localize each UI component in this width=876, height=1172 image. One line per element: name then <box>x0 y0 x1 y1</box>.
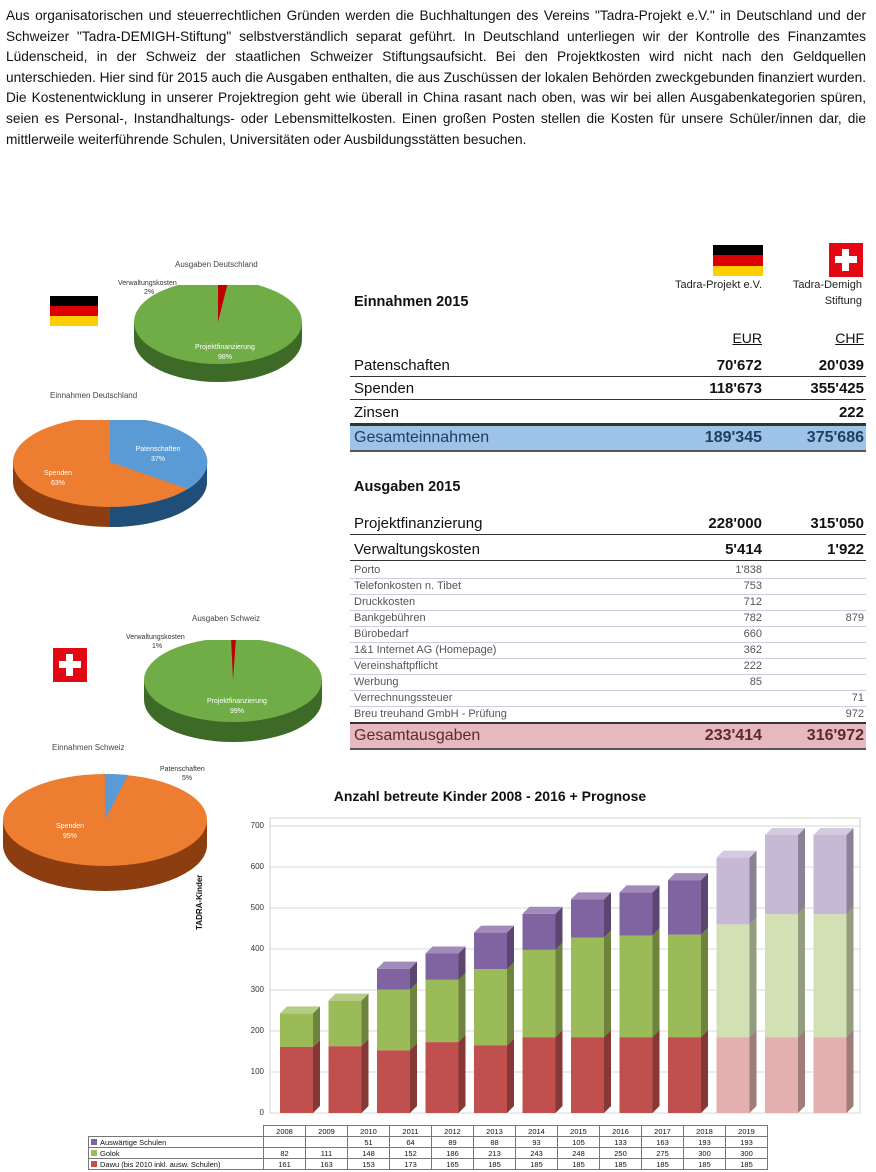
bar-segment-golok <box>717 917 757 1037</box>
expense_detail-value-de: 753 <box>743 580 762 592</box>
bar-segment-golok <box>571 931 611 1038</box>
expense_detail-value-de: 1'838 <box>735 564 762 576</box>
bar-segment-auswärtige <box>765 828 805 914</box>
currency-eur: EUR <box>732 330 762 346</box>
x-category-label: 2009 <box>306 1126 348 1137</box>
bar-segment-auswärtige <box>474 926 514 969</box>
intro-paragraph: Aus organisatorischen und steuerrechtlichen Gründen werden die Buchhaltungen des Vereins "Tadra-Projekt e.V." in Deutschland und der Schweizer "Tadra-DEMIGH-Stiftung" selbstverständlich separat geführt. In Deutschland unterliegen wir der Kontrolle des Finanzamtes Lüdenscheid, in der Schweiz der staatlichen Schweizer Stiftungsaufsicht. Bei den Projektkosten wird nicht nach den Geldquellen unterschieden. Hier sind für 2015 auch die Ausgaben enthalten, die aus Zuschüssen der lokalen Behörden zweckgebunden finanziert wurden. Die Kostenentwicklung in unserer Projektregion geht wie überall in China rasant nach oben, was wir bei allen Ausgabenkategorien spüren, seien es Personal-, Instandhaltungs- oder Lebensmittelkosten. Einen großen Posten stellen die Kosten für unsere Schüler/innen dar, die mittlerweile weiterführende Schulen, Universitäten oder Ausbildungsstätten besuchen. <box>6 8 866 147</box>
y-tick-label: 400 <box>250 944 264 953</box>
data-cell: 163 <box>642 1137 684 1148</box>
data-cell <box>306 1137 348 1148</box>
data-cell: 64 <box>390 1137 432 1148</box>
pie-ch-out-label: Projektfinanzierung 99% <box>207 698 267 715</box>
expense_main-label: Projektfinanzierung <box>354 514 483 532</box>
x-category-label: 2012 <box>432 1126 474 1137</box>
income-label: Spenden <box>354 379 415 397</box>
y-tick-label: 100 <box>250 1067 264 1076</box>
expense_detail-value-ch: 71 <box>851 692 864 704</box>
bar-segment-auswärtige <box>668 873 708 935</box>
data-cell: 89 <box>432 1137 474 1148</box>
bar-segment-dawu <box>765 1030 805 1113</box>
y-tick-label: 0 <box>259 1108 264 1117</box>
data-cell: 185 <box>642 1159 684 1170</box>
income-label: Patenschaften <box>354 356 450 374</box>
data-cell: 243 <box>516 1148 558 1159</box>
bar-segment-dawu <box>620 1030 660 1113</box>
legend-label: Golok <box>100 1148 120 1158</box>
bar-segment-golok <box>523 943 563 1037</box>
bar-segment-dawu <box>814 1030 854 1113</box>
expense_detail-value-de: 712 <box>743 596 762 608</box>
pie-de-out-admin-pct: 2% <box>144 289 155 296</box>
expense_detail-value-ch: 879 <box>845 612 864 624</box>
data-cell: 193 <box>684 1137 726 1148</box>
income-total-label: Gesamteinnahmen <box>354 429 490 446</box>
x-category-label: 2019 <box>726 1126 768 1137</box>
pie-title-ch-in: Einnahmen Schweiz <box>52 743 125 752</box>
series-legend <box>89 1137 264 1148</box>
pie-title-de-out: Ausgaben Deutschland <box>175 260 258 269</box>
bar-segment-dawu <box>571 1030 611 1113</box>
data-cell: 186 <box>432 1148 474 1159</box>
income-value-ch: 222 <box>838 403 864 421</box>
pie-de-in-spenden-label: Spenden 63% <box>43 470 73 487</box>
bar-segment-auswärtige <box>523 907 563 950</box>
expense_main-value-ch: 315'050 <box>810 514 864 532</box>
data-cell: 250 <box>600 1148 642 1159</box>
income-label: Zinsen <box>354 403 400 421</box>
x-category-label: 2017 <box>642 1126 684 1137</box>
income-title: Einnahmen 2015 <box>354 294 469 310</box>
data-cell: 152 <box>390 1148 432 1159</box>
pie-de-in-pat-label: Patenschaften 37% <box>135 446 181 463</box>
expense-total-label: Gesamtausgaben <box>354 727 481 744</box>
expense_detail-value-de: 362 <box>743 644 762 656</box>
y-tick-label: 200 <box>250 1026 264 1035</box>
expense_detail-label: Breu treuhand GmbH - Prüfung <box>354 708 507 720</box>
chart-ylabel: TADRA-Kinder <box>195 874 204 930</box>
bar-segment-golok <box>426 973 466 1042</box>
col-head-de: Tadra-Projekt e.V. <box>674 279 762 291</box>
legend-swatch <box>91 1139 97 1145</box>
expense_detail-value-ch: 972 <box>845 708 864 720</box>
bar-segment-golok <box>377 983 417 1051</box>
data-cell: 300 <box>726 1148 768 1159</box>
bar-segment-auswärtige <box>377 962 417 990</box>
y-tick-label: 700 <box>250 821 264 830</box>
bar-segment-auswärtige <box>620 885 660 935</box>
series-legend <box>89 1148 264 1159</box>
chart-title: Anzahl betreute Kinder 2008 - 2016 + Prognose <box>333 788 647 804</box>
data-cell: 105 <box>558 1137 600 1148</box>
pie-de-out-admin-label: Verwaltungskosten <box>118 280 177 287</box>
pie-ch-out-side-label: Verwaltungskosten 1% <box>126 634 185 650</box>
expense_detail-label: Porto <box>354 564 381 576</box>
pie-title-de-in: Einnahmen Deutschland <box>50 391 138 400</box>
expense_main-value-ch: 1'922 <box>827 540 864 558</box>
data-cell: 82 <box>264 1148 306 1159</box>
legend-swatch <box>91 1161 97 1167</box>
expense_detail-label: Vereinshaftpflicht <box>354 660 438 672</box>
data-cell: 148 <box>348 1148 390 1159</box>
data-cell: 185 <box>558 1159 600 1170</box>
pie-ch-in-spenden-label: Spenden 95% <box>55 823 85 840</box>
data-cell: 93 <box>516 1137 558 1148</box>
expense_detail-label: Druckkosten <box>354 596 416 608</box>
bar-segment-dawu <box>280 1040 320 1113</box>
expense_detail-label: Bürobedarf <box>354 628 409 640</box>
expense_detail-value-de: 782 <box>743 612 762 624</box>
data-cell: 185 <box>600 1159 642 1170</box>
data-cell: 165 <box>432 1159 474 1170</box>
x-category-label: 2014 <box>516 1126 558 1137</box>
bar-segment-auswärtige <box>717 851 757 925</box>
income-value-de: 118'673 <box>709 379 762 397</box>
x-category-label: 2015 <box>558 1126 600 1137</box>
expense-total-a: 233'414 <box>704 727 762 744</box>
expense-title: Ausgaben 2015 <box>354 479 461 495</box>
pie-de-out-label: Projektfinanzierung 98% <box>195 344 255 361</box>
data-cell: 275 <box>642 1148 684 1159</box>
bar-segment-dawu <box>474 1038 514 1113</box>
bar-segment-golok <box>329 994 369 1047</box>
income-value-ch: 355'425 <box>810 379 864 397</box>
expense_detail-label: Verrechnungssteuer <box>354 692 453 704</box>
bar-segment-golok <box>814 907 854 1037</box>
data-cell: 88 <box>474 1137 516 1148</box>
data-cell: 248 <box>558 1148 600 1159</box>
col-head-ch: Tadra-Demigh Stiftung <box>792 279 862 307</box>
x-category-label: 2010 <box>348 1126 390 1137</box>
bar-segment-auswärtige <box>814 828 854 914</box>
data-cell: 163 <box>306 1159 348 1170</box>
data-cell: 51 <box>348 1137 390 1148</box>
legend-label: Dawu (bis 2010 inkl. ausw. Schulen) <box>100 1159 221 1169</box>
x-category-label: 2013 <box>474 1126 516 1137</box>
expense_main-value-de: 5'414 <box>725 540 762 558</box>
data-cell: 300 <box>684 1148 726 1159</box>
chart-data-table <box>88 1125 768 1170</box>
bar-segment-golok <box>474 962 514 1045</box>
table-row <box>89 1159 768 1170</box>
data-cell <box>264 1137 306 1148</box>
income-total-b: 375'686 <box>806 429 864 446</box>
x-category-label: 2018 <box>684 1126 726 1137</box>
data-cell: 161 <box>264 1159 306 1170</box>
y-tick-label: 600 <box>250 862 264 871</box>
expense_detail-value-de: 660 <box>743 628 762 640</box>
table-row <box>89 1148 768 1159</box>
income-value-de: 70'672 <box>716 356 762 374</box>
income-total-a: 189'345 <box>704 429 762 446</box>
bar-segment-dawu <box>668 1030 708 1113</box>
expense-total-b: 316'972 <box>806 727 864 744</box>
bar-segment-dawu <box>717 1030 757 1113</box>
data-cell: 111 <box>306 1148 348 1159</box>
bar-segment-dawu <box>426 1035 466 1113</box>
currency-chf: CHF <box>835 330 864 346</box>
table-row <box>89 1137 768 1148</box>
legend-swatch <box>91 1150 97 1156</box>
data-cell: 185 <box>726 1159 768 1170</box>
bar-segment-golok <box>765 907 805 1037</box>
expense_detail-label: Werbung <box>354 676 399 688</box>
bar-segment-golok <box>668 928 708 1038</box>
data-cell: 213 <box>474 1148 516 1159</box>
bar-segment-dawu <box>329 1039 369 1113</box>
data-cell: 185 <box>684 1159 726 1170</box>
bar-segment-golok <box>620 928 660 1037</box>
data-cell: 133 <box>600 1137 642 1148</box>
y-tick-label: 300 <box>250 985 264 994</box>
pie-title-ch-out: Ausgaben Schweiz <box>192 614 261 623</box>
legend-label: Auswärtige Schulen <box>100 1137 167 1147</box>
series-legend <box>89 1159 264 1170</box>
x-category-label: 2016 <box>600 1126 642 1137</box>
bar-segment-auswärtige <box>426 947 466 980</box>
expense_main-value-de: 228'000 <box>708 514 762 532</box>
bar-segment-auswärtige <box>571 892 611 937</box>
data-cell: 153 <box>348 1159 390 1170</box>
expense_main-label: Verwaltungskosten <box>354 540 480 558</box>
bar-segment-dawu <box>377 1043 417 1113</box>
data-cell: 185 <box>516 1159 558 1170</box>
data-cell: 193 <box>726 1137 768 1148</box>
pie-ch-in-side-label: Patenschaften 5% <box>160 766 205 782</box>
expense_detail-value-de: 222 <box>743 660 762 672</box>
x-category-label: 2008 <box>264 1126 306 1137</box>
expense_detail-label: Telefonkosten n. Tibet <box>354 580 462 592</box>
y-tick-label: 500 <box>250 903 264 912</box>
data-cell: 173 <box>390 1159 432 1170</box>
expense_detail-value-de: 85 <box>749 676 762 688</box>
table-header-row <box>89 1126 768 1137</box>
expense_detail-label: Bankgebühren <box>354 612 426 624</box>
income-value-ch: 20'039 <box>818 356 864 374</box>
expense_detail-label: 1&1 Internet AG (Homepage) <box>354 644 497 656</box>
data-cell: 185 <box>474 1159 516 1170</box>
bar-segment-golok <box>280 1006 320 1047</box>
x-category-label: 2011 <box>390 1126 432 1137</box>
bar-segment-dawu <box>523 1030 563 1113</box>
